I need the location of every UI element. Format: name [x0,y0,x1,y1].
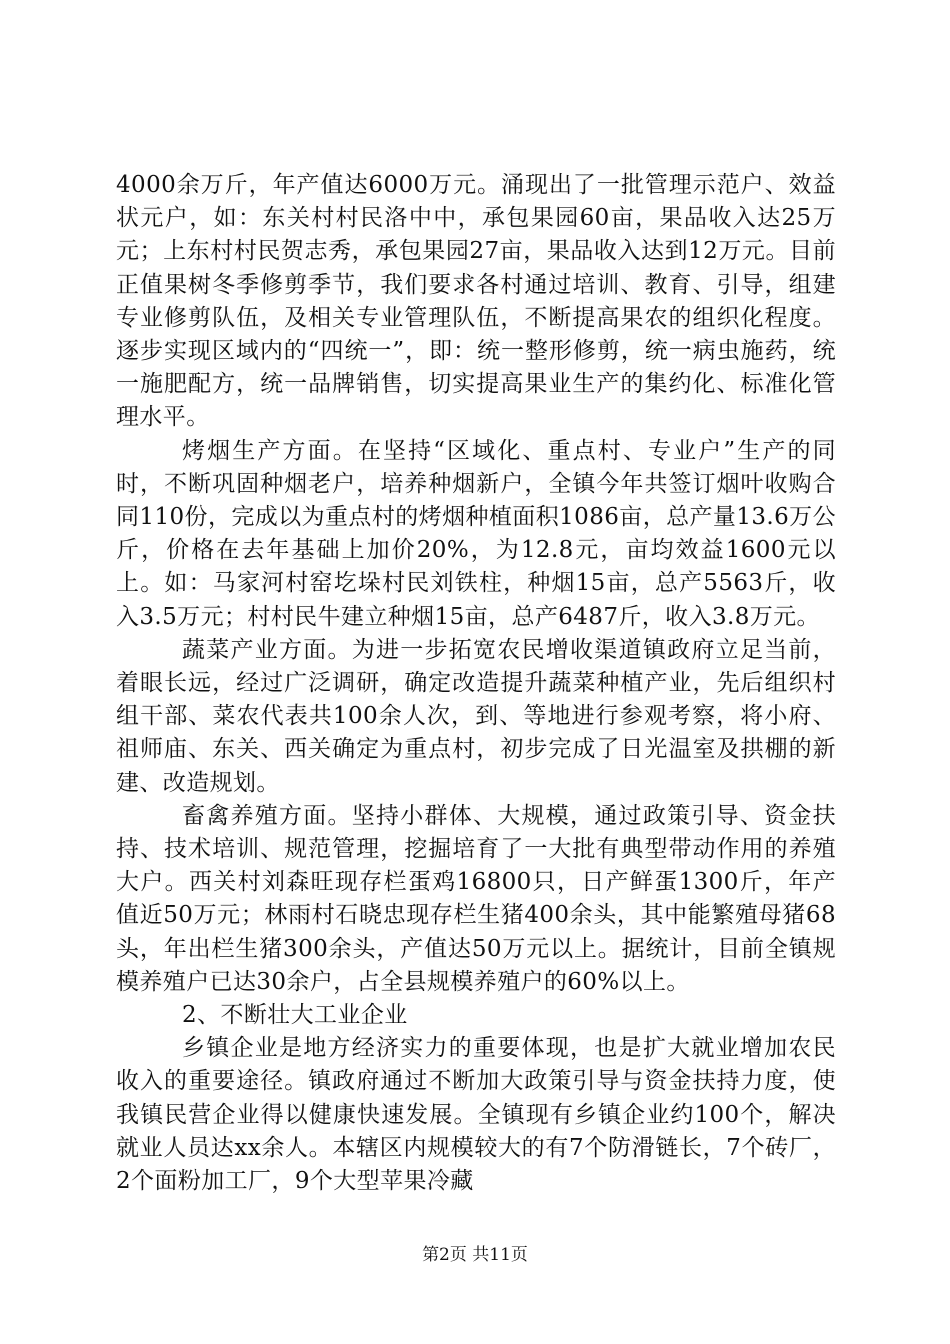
paragraph-tobacco: 烤烟生产方面。在坚持“区域化、重点村、专业户”生产的同时，不断巩固种烟老户，培养种烟新户，全镇今年共签订烟叶收购合同110份，完成以为重点村的烤烟种植面积1086亩，总产量13.6万公斤，价格在去年基础上加价20%，为12.8元，亩均效益1600元以上。如：马家河村窑圪垛村民刘铁柱，种烟15亩，总产5563斤，收入3.5万元；村村民牛建立种烟15亩，总产6487斤，收入3.8万元。 [116,437,836,630]
paragraph-fruit-continuation: 4000余万斤，年产值达6000万元。涌现出了一批管理示范户、效益状元户，如：东关村村民洛中中，承包果园60亩，果品收入达25万元；上东村村民贺志秀，承包果园27亩，果品收入达到12万元。目前正值果树冬季修剪季节，我们要求各村通过培训、教育、引导，组建专业修剪队伍，及相关专业管理队伍，不断提高果农的组织化程度。逐步实现区域内的“四统一”，即：统一整形修剪，统一病虫施药，统一施肥配方，统一品牌销售，切实提高果业生产的集约化、标准化管理水平。 [116,172,836,431]
paragraph-livestock: 畜禽养殖方面。坚持小群体、大规模，通过政策引导、资金扶持、技术培训、规范管理，挖掘培育了一大批有典型带动作用的养殖大户。西关村刘森旺现存栏蛋鸡16800只，日产鲜蛋1300斤，年产值近50万元；林雨村石晓忠现存栏生猪400余头，其中能繁殖母猪68头，年出栏生猪300余头，产值达50万元以上。据统计，目前全镇规模养殖户已达30余户，占全县规模养殖户的60%以上。 [116,802,836,995]
section-heading-industry: 2、不断壮大工业企业 [182,1002,408,1029]
paragraph-vegetables: 蔬菜产业方面。为进一步拓宽农民增收渠道镇政府立足当前，着眼长远，经过广泛调研，确定改造提升蔬菜种植产业，先后组织村组干部、菜农代表共100余人次，到、等地进行参观考察，将小府、祖师庙、东关、西关确定为重点村，初步完成了日光温室及拱棚的新建、改造规划。 [116,636,836,796]
document-body [116,169,836,1198]
page-number-footer: 第2页 共11页 [422,1245,528,1265]
paragraph-enterprises: 乡镇企业是地方经济实力的重要体现，也是扩大就业增加农民收入的重要途径。镇政府通过不断加大政策引导与资金扶持力度，使我镇民营企业得以健康快速发展。全镇现有乡镇企业约100个，解决就业人员达xx余人。本辖区内规模较大的有7个防滑链长，7个砖厂，2个面粉加工厂，9个大型苹果冷藏 [116,1035,836,1195]
